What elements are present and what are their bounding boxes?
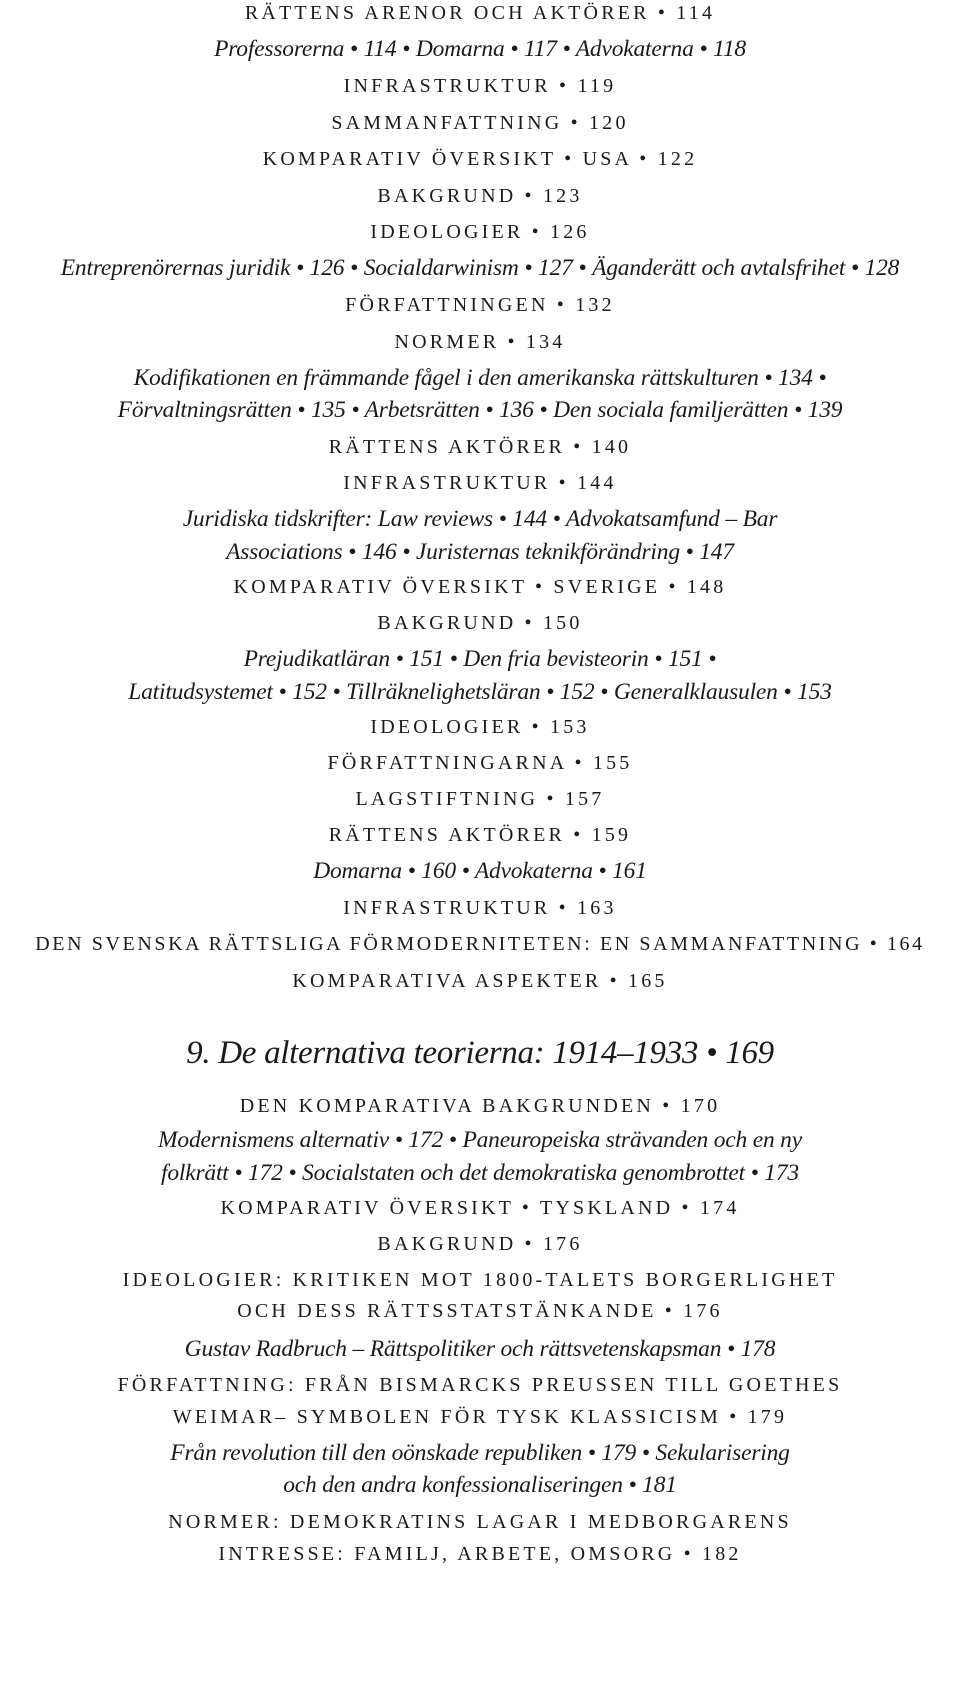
toc-subentries: folkrätt • 172 • Socialstaten och det demokratiska genombrottet • 173 — [161, 1160, 799, 1186]
toc-section-heading: IDEOLOGIER: KRITIKEN MOT 1800-TALETS BORGERLIGHET — [122, 1269, 838, 1291]
toc-section-heading: INFRASTRUKTUR • 119 — [343, 75, 617, 97]
toc-section-heading: OCH DESS RÄTTSSTATSTÄNKANDE • 176 — [237, 1300, 723, 1322]
toc-section-heading: DEN KOMPARATIVA BAKGRUNDEN • 170 — [239, 1095, 721, 1117]
toc-subentries: Professorerna • 114 • Domarna • 117 • Advokaterna • 118 — [214, 36, 746, 62]
toc-section-heading: RÄTTENS ARENOR OCH AKTÖRER • 114 — [244, 2, 716, 24]
toc-section-heading: KOMPARATIV ÖVERSIKT • USA • 122 — [262, 148, 698, 170]
toc-section-heading: SAMMANFATTNING • 120 — [331, 112, 629, 134]
toc-section-heading: IDEOLOGIER • 153 — [370, 716, 590, 738]
toc-subentries: Juridiska tidskrifter: Law reviews • 144 • Advokatsamfund – Bar — [182, 506, 778, 532]
toc-section-heading: INTRESSE: FAMILJ, ARBETE, OMSORG • 182 — [218, 1543, 742, 1565]
toc-subentries: Latitudsystemet • 152 • Tillräknelighetsläran • 152 • Generalklausulen • 153 — [128, 679, 832, 705]
toc-subentries: Förvaltningsrätten • 135 • Arbetsrätten • 136 • Den sociala familjerätten • 139 — [117, 397, 843, 423]
toc-section-heading: BAKGRUND • 150 — [377, 612, 583, 634]
toc-section-heading: RÄTTENS AKTÖRER • 140 — [328, 436, 632, 458]
chapter-title: 9. De alternativa teorierna: 1914–1933 • 169 — [186, 1035, 774, 1071]
toc-section-heading: LAGSTIFTNING • 157 — [355, 788, 605, 810]
toc-section-heading: KOMPARATIV ÖVERSIKT • SVERIGE • 148 — [233, 576, 727, 598]
toc-subentries: Gustav Radbruch – Rättspolitiker och rättsvetenskapsman • 178 — [184, 1336, 776, 1362]
toc-subentries: Prejudikatläran • 151 • Den fria bevisteorin • 151 • — [243, 646, 717, 672]
toc-subentries: Modernismens alternativ • 172 • Paneuropeiska strävanden och en ny — [158, 1127, 802, 1153]
toc-section-heading: KOMPARATIVA ASPEKTER • 165 — [292, 970, 668, 992]
toc-section-heading: FÖRFATTNINGEN • 132 — [345, 294, 615, 316]
toc-section-heading: BAKGRUND • 176 — [377, 1233, 583, 1255]
toc-section-heading: WEIMAR– SYMBOLEN FÖR TYSK KLASSICISM • 179 — [172, 1406, 788, 1428]
toc-section-heading: DEN SVENSKA RÄTTSLIGA FÖRMODERNITETEN: EN SAMMANFATTNING • 164 — [35, 933, 925, 955]
toc-section-heading: IDEOLOGIER • 126 — [370, 221, 590, 243]
toc-subentries: Kodifikationen en främmande fågel i den amerikanska rättskulturen • 134 • — [133, 365, 827, 391]
toc-subentries: Domarna • 160 • Advokaterna • 161 — [313, 858, 647, 884]
toc-subentries: Från revolution till den oönskade republiken • 179 • Sekularisering — [170, 1440, 790, 1466]
toc-section-heading: NORMER • 134 — [394, 331, 566, 353]
toc-section-heading: FÖRFATTNINGARNA • 155 — [327, 752, 633, 774]
toc-section-heading: NORMER: DEMOKRATINS LAGAR I MEDBORGARENS — [168, 1511, 792, 1533]
toc-section-heading: KOMPARATIV ÖVERSIKT • TYSKLAND • 174 — [220, 1197, 740, 1219]
toc-subentries: Associations • 146 • Juristernas teknikförändring • 147 — [226, 539, 734, 565]
toc-subentries: Entreprenörernas juridik • 126 • Socialdarwinism • 127 • Äganderätt och avtalsfrihet • 128 — [60, 255, 900, 281]
toc-section-heading: INFRASTRUKTUR • 144 — [343, 472, 617, 494]
toc-section-heading: RÄTTENS AKTÖRER • 159 — [328, 824, 632, 846]
toc-section-heading: FÖRFATTNING: FRÅN BISMARCKS PREUSSEN TILL GOETHES — [117, 1374, 843, 1396]
toc-section-heading: INFRASTRUKTUR • 163 — [343, 897, 617, 919]
toc-subentries: och den andra konfessionaliseringen • 181 — [283, 1472, 677, 1498]
toc-section-heading: BAKGRUND • 123 — [377, 185, 583, 207]
